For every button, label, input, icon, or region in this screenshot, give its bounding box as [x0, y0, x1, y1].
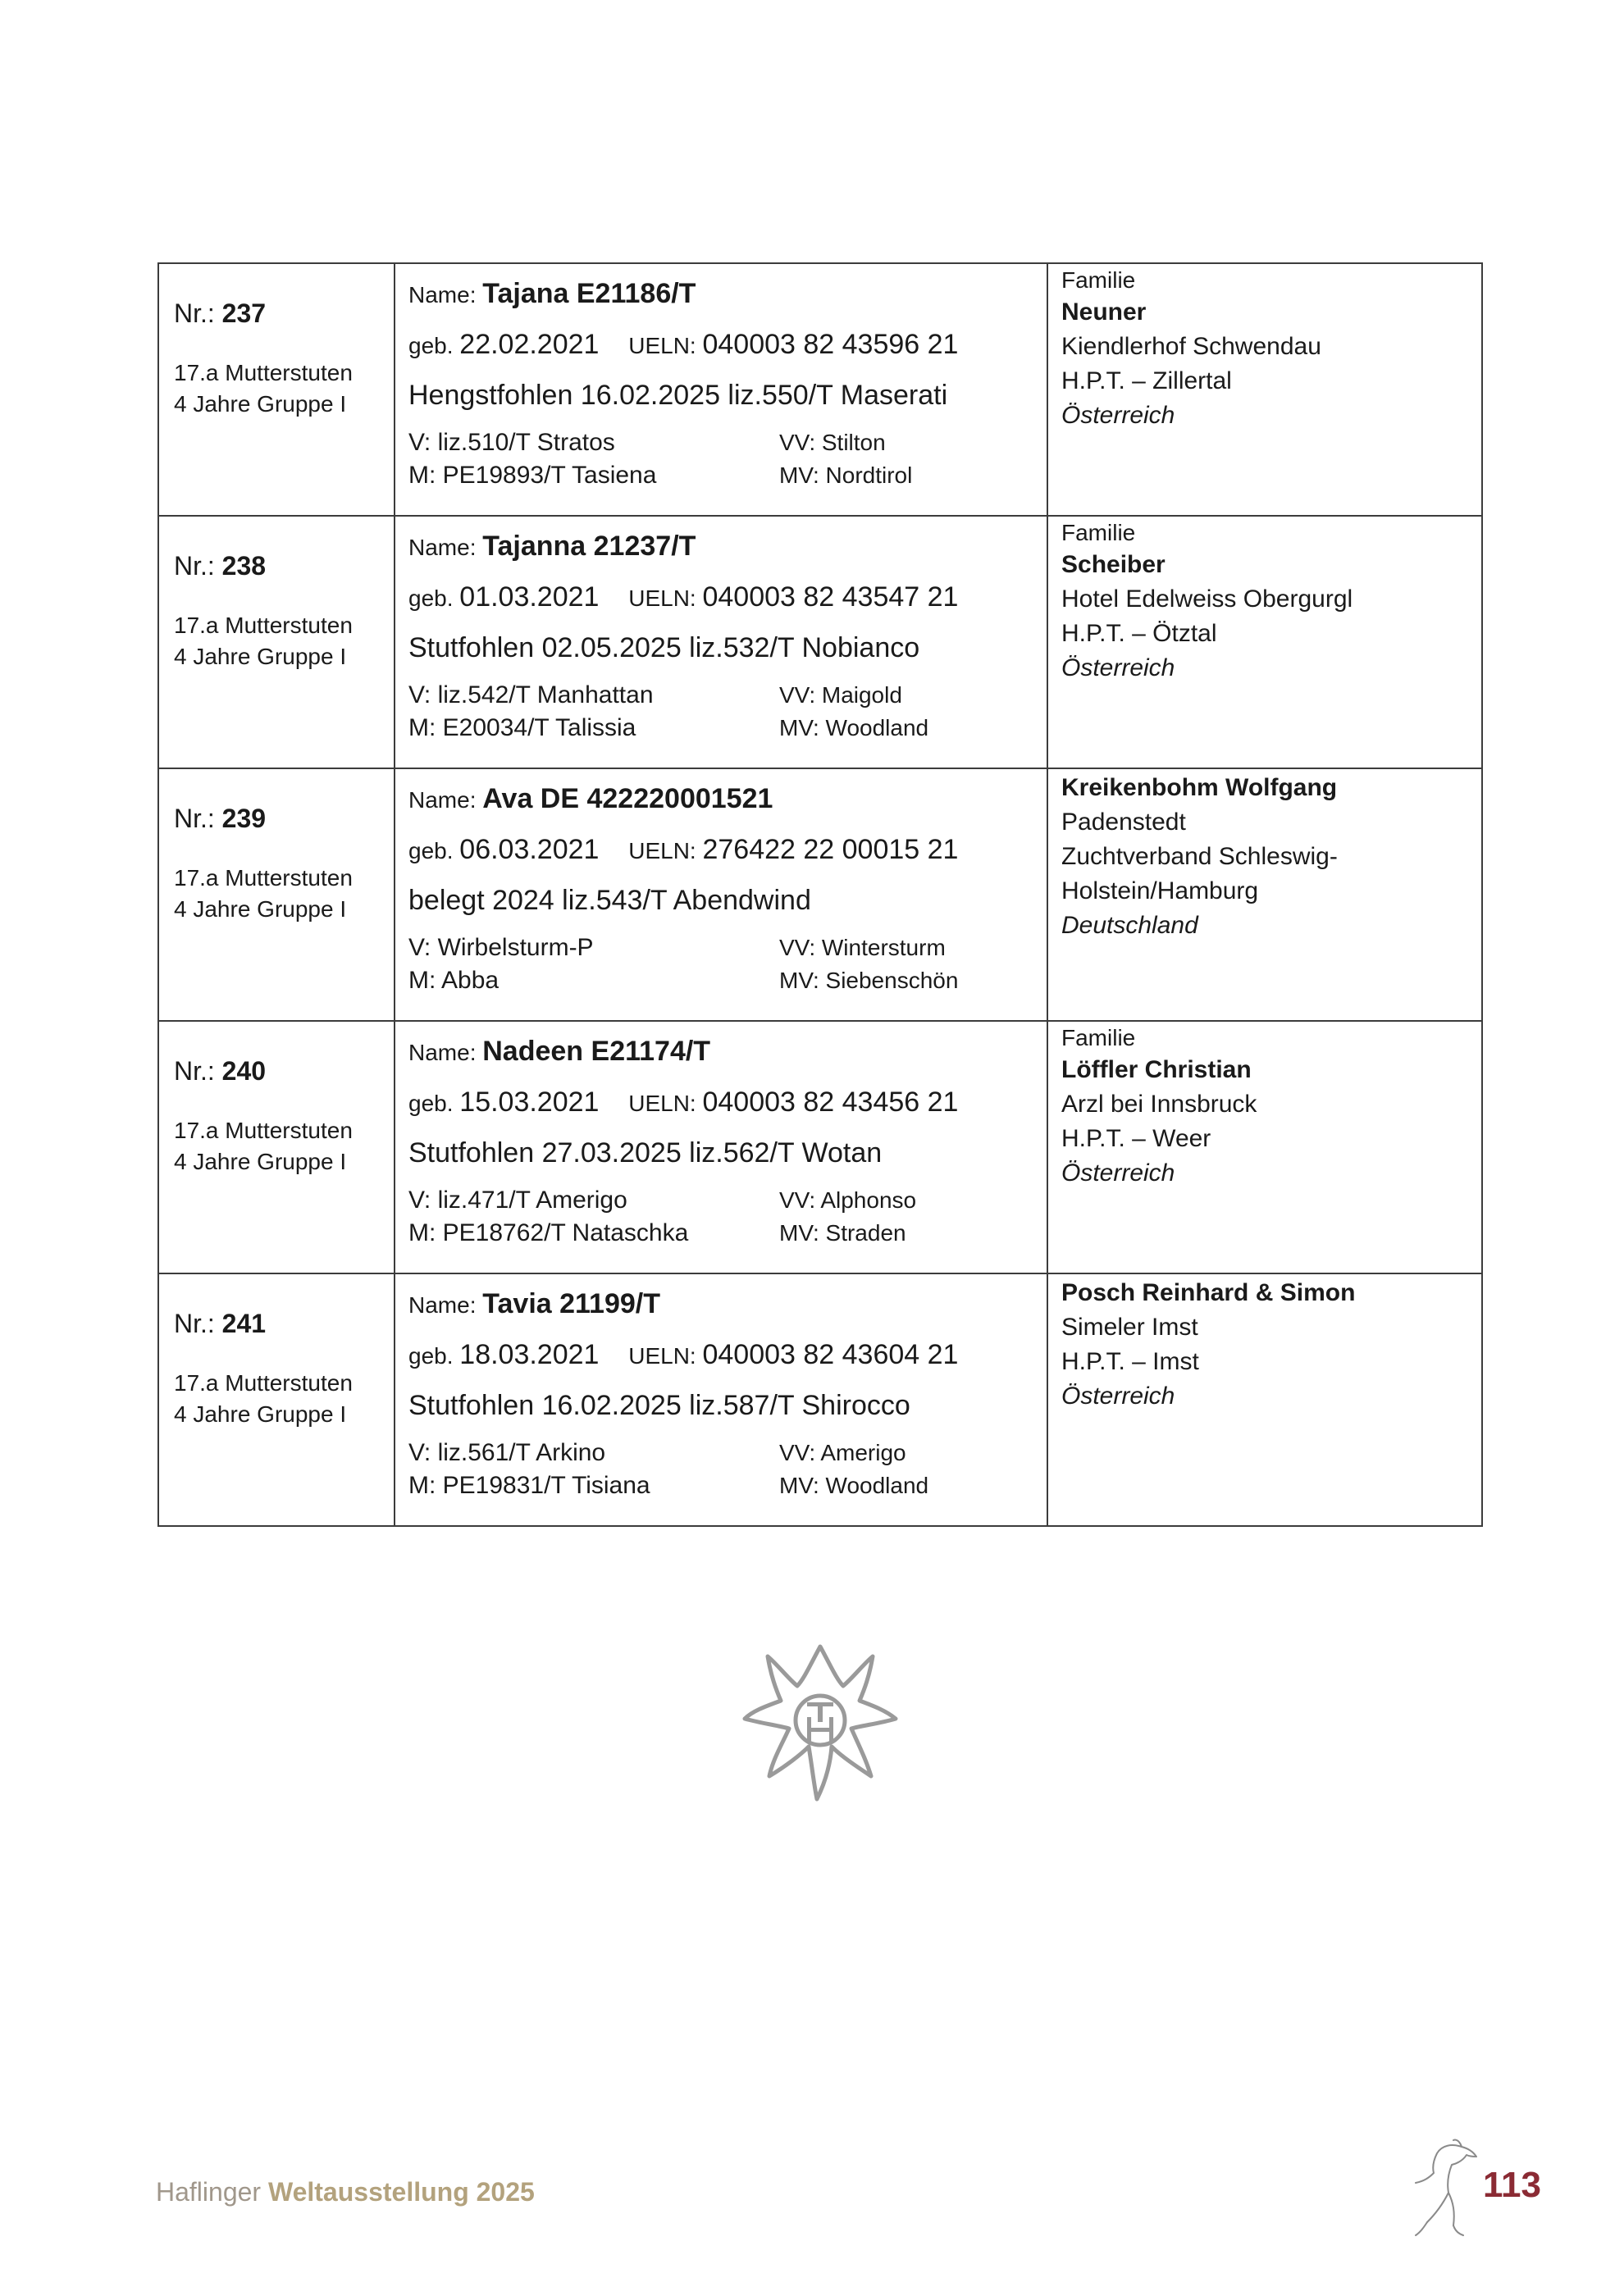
owner-address-line: H.P.T. – Weer: [1061, 1125, 1211, 1152]
catalog-rows: [158, 263, 1482, 1526]
owner-prefix: Familie: [1061, 1025, 1136, 1050]
dam: M: Abba: [408, 967, 500, 994]
sire-of-dam: MV: Woodland: [779, 1473, 929, 1498]
dam: M: PE19893/T Tasiena: [408, 462, 657, 489]
owner-country: Österreich: [1061, 1383, 1175, 1410]
owner-name: Posch Reinhard & Simon: [1061, 1279, 1356, 1306]
owner-block: [1061, 517, 1481, 686]
horse-info-cell: [395, 1273, 1047, 1526]
horse-name: Name: Ava DE 422220001521: [408, 783, 773, 814]
sire-of-sire: VV: Amerigo: [779, 1440, 906, 1465]
owner-address-line: Hotel Edelweiss Obergurgl: [1061, 585, 1353, 613]
horse-icon: [1404, 2137, 1483, 2239]
edelweiss-emblem-icon: [738, 1632, 902, 1812]
entry-number-cell: [158, 1021, 395, 1273]
owner-prefix: Familie: [1061, 520, 1136, 545]
owner-country: Österreich: [1061, 654, 1175, 681]
owner-prefix: Familie: [1061, 267, 1136, 293]
sire-of-dam: MV: Straden: [779, 1220, 906, 1246]
breeding-status: Hengstfohlen 16.02.2025 liz.550/T Maserati: [408, 380, 948, 411]
entry-row: [158, 1273, 1482, 1526]
catalog-table: [157, 262, 1483, 1527]
sire-of-sire: VV: Alphonso: [779, 1187, 917, 1213]
entry-class: 17.a Mutterstuten 4 Jahre Gruppe I: [174, 613, 353, 669]
owner-cell: [1047, 768, 1482, 1021]
horse-name: Name: Tavia 21199/T: [408, 1288, 660, 1319]
pedigree: [408, 679, 1047, 745]
owner-cell: [1047, 1021, 1482, 1273]
sire: V: liz.471/T Amerigo: [408, 1187, 627, 1214]
owner-address-line: Arzl bei Innsbruck: [1061, 1091, 1257, 1118]
owner-address-line: Kiendlerhof Schwendau: [1061, 333, 1321, 360]
horse-birth-ueln: geb. 22.02.2021 UELN: 040003 82 43596 21: [408, 329, 959, 360]
sire-of-sire: VV: Stilton: [779, 430, 886, 455]
horse-name: Name: Tajana E21186/T: [408, 278, 696, 309]
owner-address-line: Simeler Imst: [1061, 1314, 1198, 1341]
entry-class: 17.a Mutterstuten 4 Jahre Gruppe I: [174, 360, 353, 417]
pedigree: [408, 932, 1047, 997]
entry-row: [158, 768, 1482, 1021]
owner-cell: [1047, 516, 1482, 768]
owner-name: Kreikenbohm Wolfgang: [1061, 774, 1338, 801]
entry-row: [158, 263, 1482, 516]
entry-number-cell: [158, 263, 395, 516]
owner-address-line: Holstein/Hamburg: [1061, 877, 1259, 904]
owner-cell: [1047, 1273, 1482, 1526]
emblem-letters: [807, 1702, 833, 1742]
entry-number: Nr.: 241: [174, 1309, 267, 1338]
entry-row: [158, 1021, 1482, 1273]
sire: V: Wirbelsturm-P: [408, 934, 594, 961]
entry-number: Nr.: 238: [174, 551, 267, 581]
dam: M: PE18762/T Nataschka: [408, 1219, 689, 1246]
dam: M: E20034/T Talissia: [408, 714, 636, 741]
horse-birth-ueln: geb. 01.03.2021 UELN: 040003 82 43547 21: [408, 581, 959, 613]
owner-address-line: Padenstedt: [1061, 809, 1186, 836]
horse-birth-ueln: geb. 15.03.2021 UELN: 040003 82 43456 21: [408, 1086, 959, 1118]
owner-block: [1061, 1022, 1481, 1191]
horse-birth-ueln: geb. 18.03.2021 UELN: 040003 82 43604 21: [408, 1339, 959, 1370]
horse-name: Name: Nadeen E21174/T: [408, 1036, 711, 1067]
horse-birth-ueln: geb. 06.03.2021 UELN: 276422 22 00015 21: [408, 834, 959, 865]
entry-number: Nr.: 239: [174, 804, 267, 833]
horse-info-cell: [395, 768, 1047, 1021]
footer-brand: Haflinger Weltausstellung 2025: [156, 2177, 535, 2207]
sire: V: liz.510/T Stratos: [408, 429, 615, 456]
sire-of-sire: VV: Wintersturm: [779, 935, 946, 960]
entry-class: 17.a Mutterstuten 4 Jahre Gruppe I: [174, 1118, 353, 1174]
owner-country: Österreich: [1061, 402, 1175, 429]
entry-row: [158, 516, 1482, 768]
sire-of-sire: VV: Maigold: [779, 682, 902, 708]
owner-address-line: H.P.T. – Zillertal: [1061, 367, 1232, 394]
owner-block: [1061, 1274, 1481, 1414]
sire: V: liz.561/T Arkino: [408, 1439, 606, 1466]
dam: M: PE19831/T Tisiana: [408, 1472, 650, 1499]
entry-number-cell: [158, 1273, 395, 1526]
entry-number-cell: [158, 516, 395, 768]
owner-cell: [1047, 263, 1482, 516]
breeding-status: Stutfohlen 02.05.2025 liz.532/T Nobianco: [408, 632, 920, 663]
breeding-status: Stutfohlen 27.03.2025 liz.562/T Wotan: [408, 1137, 883, 1168]
entry-class: 17.a Mutterstuten 4 Jahre Gruppe I: [174, 1370, 353, 1427]
owner-country: Österreich: [1061, 1159, 1175, 1187]
entry-number: Nr.: 240: [174, 1056, 267, 1086]
owner-address-line: H.P.T. – Ötztal: [1061, 620, 1217, 647]
breeding-status: belegt 2024 liz.543/T Abendwind: [408, 885, 811, 916]
pedigree: [408, 1437, 1047, 1502]
sire-of-dam: MV: Woodland: [779, 715, 929, 740]
entry-number-cell: [158, 768, 395, 1021]
sire-of-dam: MV: Siebenschön: [779, 968, 959, 993]
pedigree: [408, 426, 1047, 492]
horse-info-cell: [395, 516, 1047, 768]
owner-name: Löffler Christian: [1061, 1056, 1252, 1083]
owner-block: [1061, 769, 1481, 943]
owner-name: Neuner: [1061, 298, 1147, 326]
horse-info-cell: [395, 1021, 1047, 1273]
owner-address-line: Zuchtverband Schleswig-: [1061, 843, 1338, 870]
page-number: 113: [1483, 2165, 1541, 2205]
owner-name: Scheiber: [1061, 551, 1166, 578]
breeding-status: Stutfohlen 16.02.2025 liz.587/T Shirocco: [408, 1390, 910, 1421]
horse-name: Name: Tajanna 21237/T: [408, 531, 696, 562]
owner-block: [1061, 264, 1481, 433]
owner-address-line: H.P.T. – Imst: [1061, 1348, 1199, 1375]
entry-class: 17.a Mutterstuten 4 Jahre Gruppe I: [174, 865, 353, 922]
sire: V: liz.542/T Manhattan: [408, 681, 654, 708]
pedigree: [408, 1184, 1047, 1250]
owner-country: Deutschland: [1061, 912, 1198, 939]
entry-number: Nr.: 237: [174, 298, 267, 328]
horse-info-cell: [395, 263, 1047, 516]
sire-of-dam: MV: Nordtirol: [779, 462, 913, 488]
